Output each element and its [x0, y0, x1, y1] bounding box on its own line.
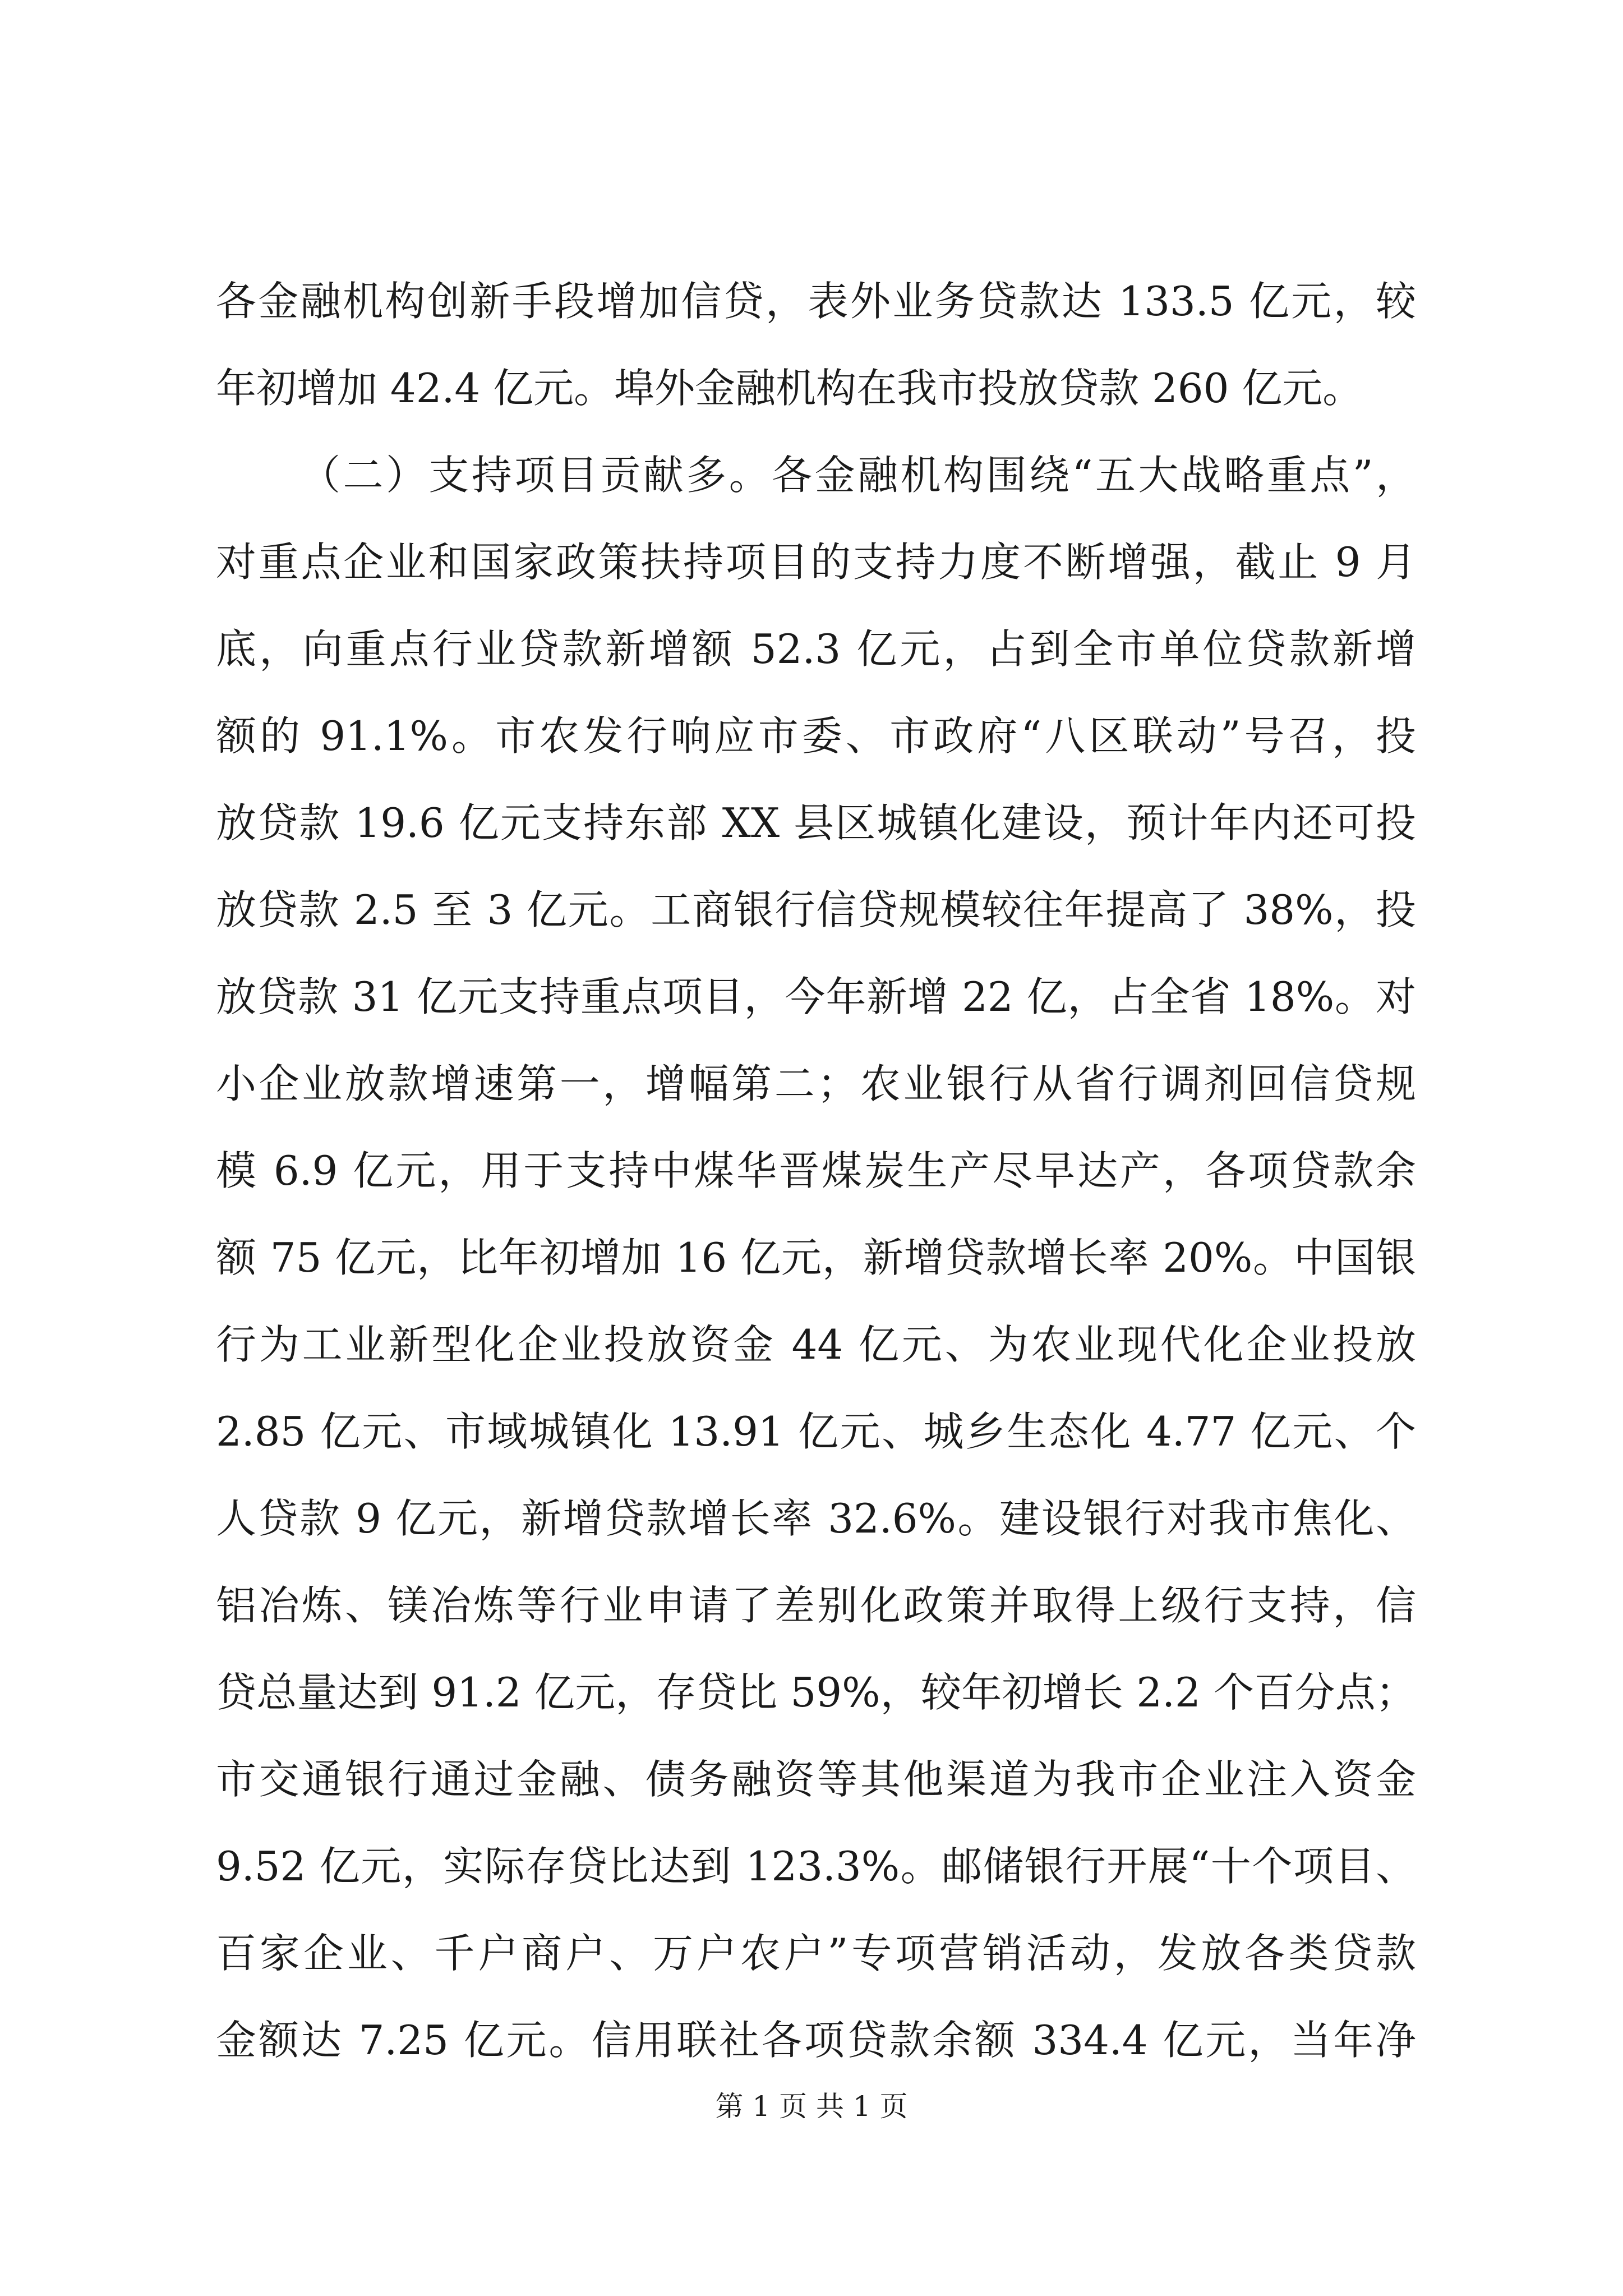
text-line: 额 75 亿元，比年初增加 16 亿元，新增贷款增长率 20%。中国银	[216, 1234, 1416, 1281]
text-line: 放贷款 19.6 亿元支持东部 XX 县区城镇化建设，预计年内还可投	[216, 799, 1416, 846]
text-line: 2.85 亿元、市域城镇化 13.91 亿元、城乡生态化 4.77 亿元、个	[216, 1408, 1416, 1455]
text-line: 金额达 7.25 亿元。信用联社各项贷款余额 334.4 亿元，当年净	[216, 2017, 1416, 2064]
text-line: 对重点企业和国家政策扶持项目的支持力度不断增强，截止 9 月	[216, 539, 1416, 586]
text-line: 额的 91.1%。市农发行响应市委、市政府“八区联动”号召，投	[216, 712, 1416, 760]
text-line: 各金融机构创新手段增加信贷，表外业务贷款达 133.5 亿元，较	[216, 278, 1416, 325]
text-line: 放贷款 31 亿元支持重点项目，今年新增 22 亿，占全省 18%。对	[216, 973, 1416, 1020]
text-line: 贷总量达到 91.2 亿元，存贷比 59%，较年初增长 2.2 个百分点；	[216, 1669, 1416, 1716]
page-footer	[0, 2087, 1623, 2126]
text-line: 年初增加 42.4 亿元。埠外金融机构在我市投放贷款 260 亿元。	[216, 365, 1363, 412]
page-number: 第 1 页 共 1 页	[715, 2090, 908, 2123]
text-line: 9.52 亿元，实际存贷比达到 123.3%。邮储银行开展“十个项目、	[216, 1843, 1416, 1890]
text-line: 小企业放款增速第一，增幅第二；农业银行从省行调剂回信贷规	[216, 1060, 1416, 1107]
text-line: 人贷款 9 亿元，新增贷款增长率 32.6%。建设银行对我市焦化、	[216, 1495, 1416, 1542]
text-line: 底，向重点行业贷款新增额 52.3 亿元，占到全市单位贷款新增	[216, 625, 1416, 673]
text-line: 行为工业新型化企业投放资金 44 亿元、为农业现代化企业投放	[216, 1321, 1416, 1368]
text-line: 市交通银行通过金融、债务融资等其他渠道为我市企业注入资金	[216, 1756, 1416, 1803]
document-body	[216, 258, 1416, 2084]
text-line: 放贷款 2.5 至 3 亿元。工商银行信贷规模较往年提高了 38%，投	[216, 886, 1416, 933]
paragraph-heading-line: （二）支持项目贡献多。各金融机构围绕“五大战略重点”，	[300, 452, 1416, 499]
text-line: 模 6.9 亿元，用于支持中煤华晋煤炭生产尽早达产，各项贷款余	[216, 1147, 1416, 1194]
text-line: 百家企业、千户商户、万户农户”专项营销活动，发放各类贷款	[216, 1930, 1416, 1977]
text-line: 铝冶炼、镁冶炼等行业申请了差别化政策并取得上级行支持，信	[216, 1582, 1416, 1629]
